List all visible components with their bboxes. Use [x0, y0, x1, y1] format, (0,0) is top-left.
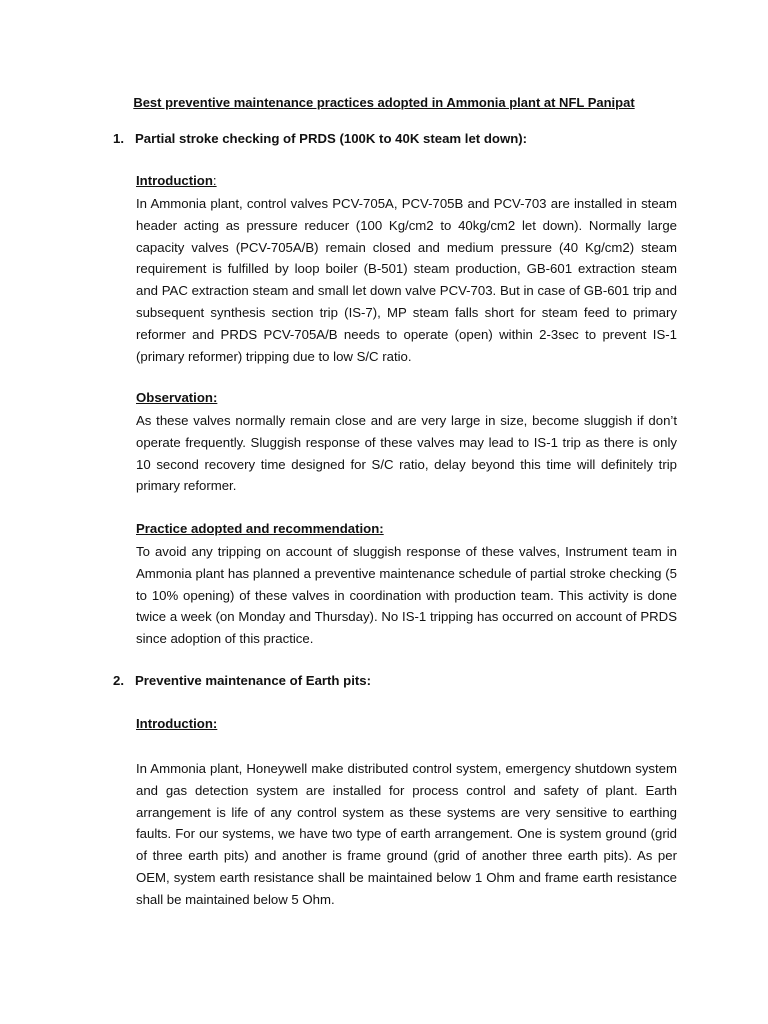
- section-1-title: Partial stroke checking of PRDS (100K to 40K steam let down):: [135, 131, 528, 146]
- section-2-title: Preventive maintenance of Earth pits:: [135, 673, 371, 688]
- section-1-introduction-colon: :: [212, 173, 217, 188]
- section-2-heading: [113, 672, 371, 690]
- section-1-practice-text: To avoid any tripping on account of sluggish response of these valves, Instrument team in Ammonia plant has planned a preventive maintenance schedule of partial stroke checking (5 to 10% opening) of these valves in coordination with production team. This activity is done twice a week (on Monday and Thursday). No IS-1 tripping has occurred on account of PRDS since adoption of this practice.: [136, 544, 677, 647]
- section-1-heading: [113, 130, 527, 148]
- section-1-introduction-text: In Ammonia plant, control valves PCV-705A, PCV-705B and PCV-703 are installed in steam header acting as pressure reducer (100 Kg/cm2 to 40kg/cm2 let down). Normally large capacity valves (PCV-705A/B) remain closed and medium pressure (40 Kg/cm2) steam requirement is fulfilled by loop boiler (B-501) steam production, GB-601 extraction steam and PAC extraction steam and small let down valve PCV-703. But in case of GB-601 trip and subsequent synthesis section trip (IS-7), MP steam falls short for steam feed to primary reformer and PRDS PCV-705A/B needs to operate (open) within 2-3sec to prevent IS-1 (primary reformer) tripping due to low S/C ratio.: [136, 196, 677, 364]
- document-title: Best preventive maintenance practices adopted in Ammonia plant at NFL Panipat: [133, 95, 635, 110]
- section-1-number: 1.: [113, 131, 124, 146]
- section-2-introduction-heading: Introduction:: [136, 716, 218, 731]
- section-1-observation-text: As these valves normally remain close and are very large in size, become sluggish if don’t operate frequently. Sluggish response of these valves may lead to IS-1 trip as there is only 10 second recovery time designed for S/C ratio, delay beyond this time will definitely trip primary reformer.: [136, 413, 677, 494]
- section-1-introduction-label: Introduction: [136, 173, 213, 188]
- section-2-number: 2.: [113, 673, 124, 688]
- section-1-observation-heading: Observation:: [136, 390, 218, 405]
- section-1-practice-heading: Practice adopted and recommendation:: [136, 521, 384, 536]
- section-1-introduction-heading: [136, 172, 217, 190]
- section-2-introduction-text: In Ammonia plant, Honeywell make distributed control system, emergency shutdown system and gas detection system are installed for process control and safety of plant. Earth arrangement is life of any control system as these systems are very sensitive to earthing faults. For our systems, we have two type of earth arrangement. One is system ground (grid of three earth pits) and another is frame ground (grid of another three earth pits). As per OEM, system earth resistance shall be maintained below 1 Ohm and frame earth resistance shall be maintained below 5 Ohm.: [136, 761, 677, 907]
